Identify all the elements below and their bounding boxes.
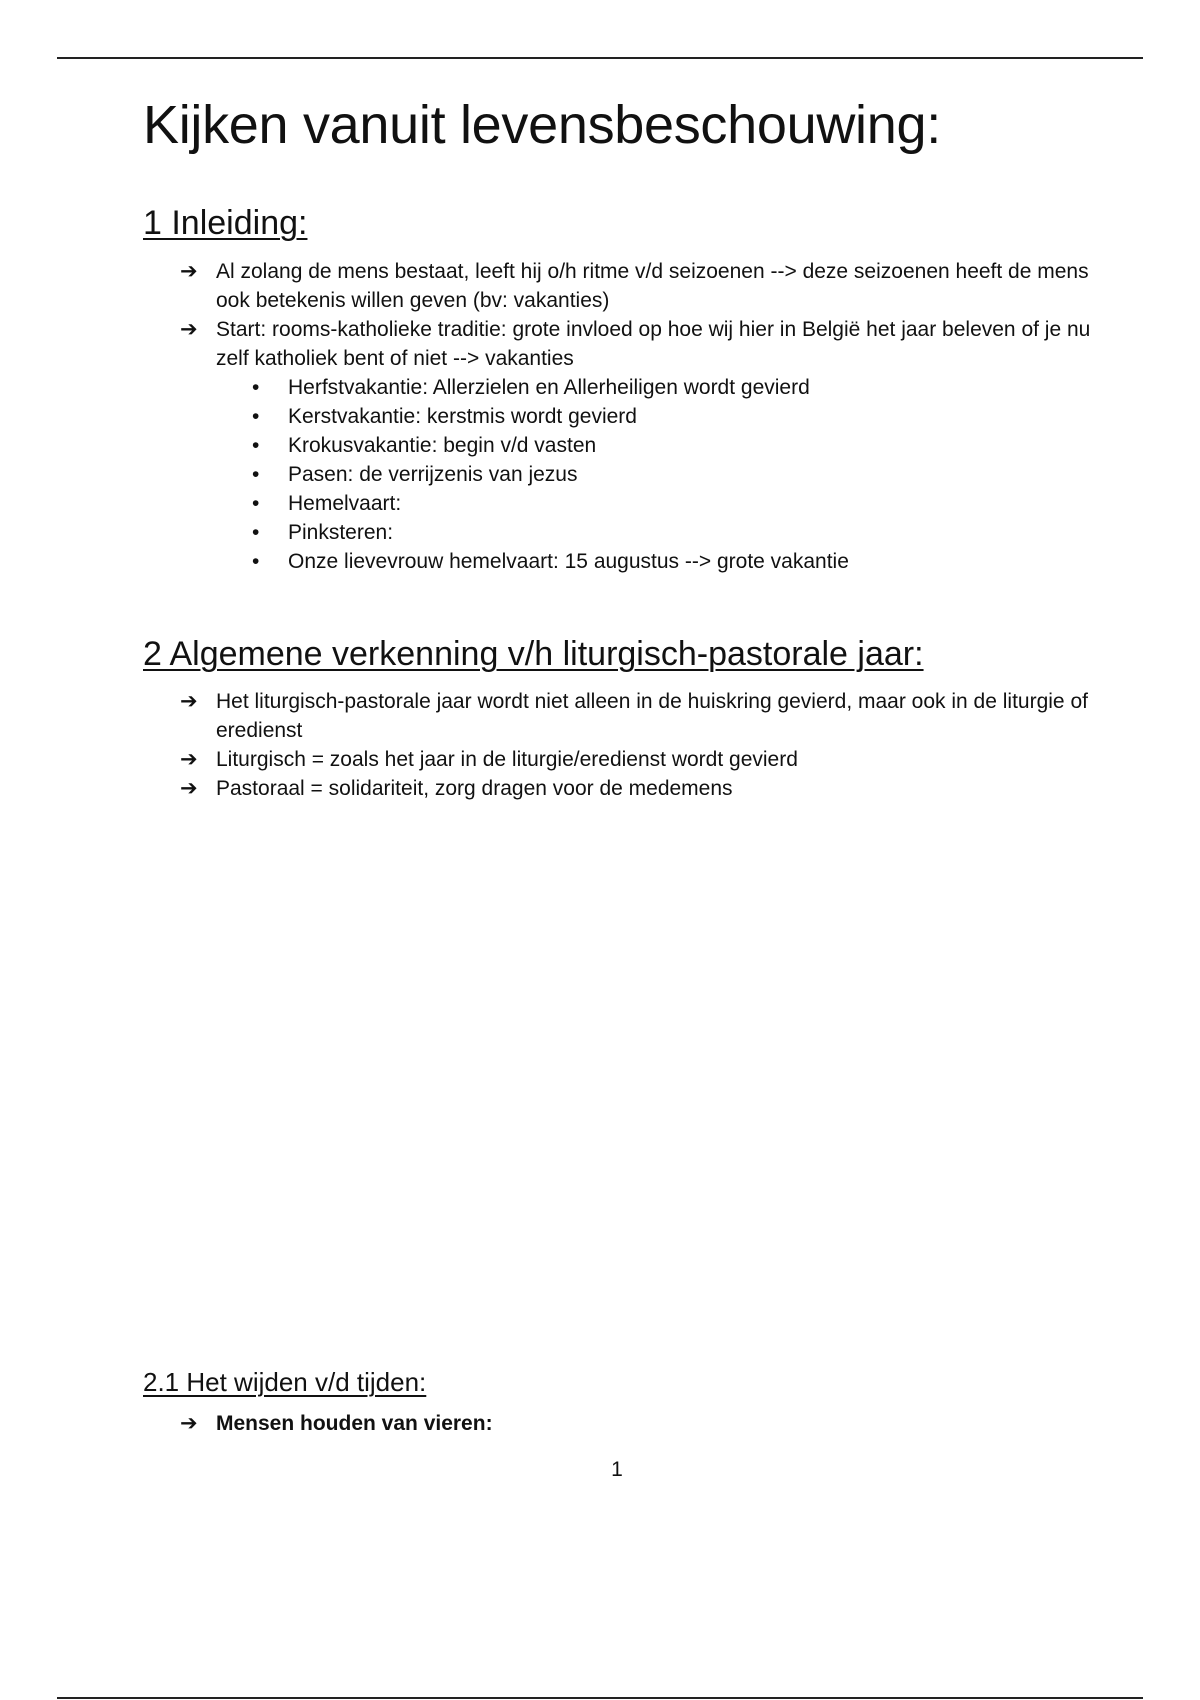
sublist-item-text: Krokusvakantie: begin v/d vasten	[288, 434, 597, 457]
bottom-rule	[57, 1697, 1143, 1699]
sublist-item-text: Herfstvakantie: Allerzielen en Allerheiligen wordt gevierd	[288, 376, 810, 399]
sublist-item	[252, 489, 1100, 518]
list-item-text: Al zolang de mens bestaat, leeft hij o/h ritme v/d seizoenen --> deze seizoenen heeft de mens ook betekenis willen geven (bv: vakanties)	[216, 260, 1089, 312]
sublist-item-text: Pinksteren:	[288, 521, 394, 544]
list-item-text: Liturgisch = zoals het jaar in de liturgie/eredienst wordt gevierd	[216, 748, 798, 771]
top-rule	[57, 57, 1143, 59]
sublist-item	[252, 547, 1100, 576]
arrow-right-icon: ➔	[180, 777, 198, 800]
bullet-icon: •	[252, 434, 260, 457]
vakanties-sublist	[216, 373, 1100, 576]
sublist-item	[252, 431, 1100, 460]
section-heading-verkenning: 2 Algemene verkenning v/h liturgisch-pastorale jaar:	[143, 635, 924, 673]
arrow-right-icon: ➔	[180, 690, 198, 713]
bullet-icon: •	[252, 492, 260, 515]
sublist-item-text: Pasen: de verrijzenis van jezus	[288, 463, 578, 486]
sublist-item-text: Hemelvaart:	[288, 492, 402, 515]
list-item	[180, 774, 1100, 803]
bullet-icon: •	[252, 521, 260, 544]
sublist-item-text: Onze lievevrouw hemelvaart: 15 augustus --> grote vakantie	[288, 550, 849, 573]
verkenning-list	[180, 687, 1100, 803]
list-item	[180, 257, 1100, 315]
sublist-item	[252, 373, 1100, 402]
list-item	[180, 1409, 1100, 1438]
page-title: Kijken vanuit levensbeschouwing:	[143, 95, 941, 155]
bullet-icon: •	[252, 463, 260, 486]
section-heading-inleiding: 1 Inleiding:	[143, 204, 308, 242]
inleiding-list	[180, 257, 1100, 576]
arrow-right-icon: ➔	[180, 748, 198, 771]
bullet-icon: •	[252, 376, 260, 399]
arrow-right-icon: ➔	[180, 318, 198, 341]
list-item	[180, 315, 1100, 576]
list-item-text: Het liturgisch-pastorale jaar wordt niet alleen in de huiskring gevierd, maar ook in de liturgie of eredienst	[216, 690, 1088, 742]
sublist-item-text: Kerstvakantie: kerstmis wordt gevierd	[288, 405, 637, 428]
bullet-icon: •	[252, 405, 260, 428]
list-item-text: Pastoraal = solidariteit, zorg dragen voor de medemens	[216, 777, 733, 800]
section-heading-wijden: 2.1 Het wijden v/d tijden:	[143, 1367, 427, 1397]
bullet-icon: •	[252, 550, 260, 573]
sublist-item	[252, 460, 1100, 489]
sublist-item	[252, 518, 1100, 547]
list-item	[180, 745, 1100, 774]
wijden-list	[180, 1409, 1100, 1438]
list-item	[180, 687, 1100, 745]
page-number: 1	[611, 1458, 623, 1481]
list-item-text: Mensen houden van vieren:	[216, 1412, 493, 1435]
arrow-right-icon: ➔	[180, 260, 198, 283]
list-item-text: Start: rooms-katholieke traditie: grote invloed op hoe wij hier in België het jaar beleven of je nu zelf katholiek bent of niet --> vakanties	[216, 318, 1091, 370]
arrow-right-icon: ➔	[180, 1412, 198, 1435]
sublist-item	[252, 402, 1100, 431]
